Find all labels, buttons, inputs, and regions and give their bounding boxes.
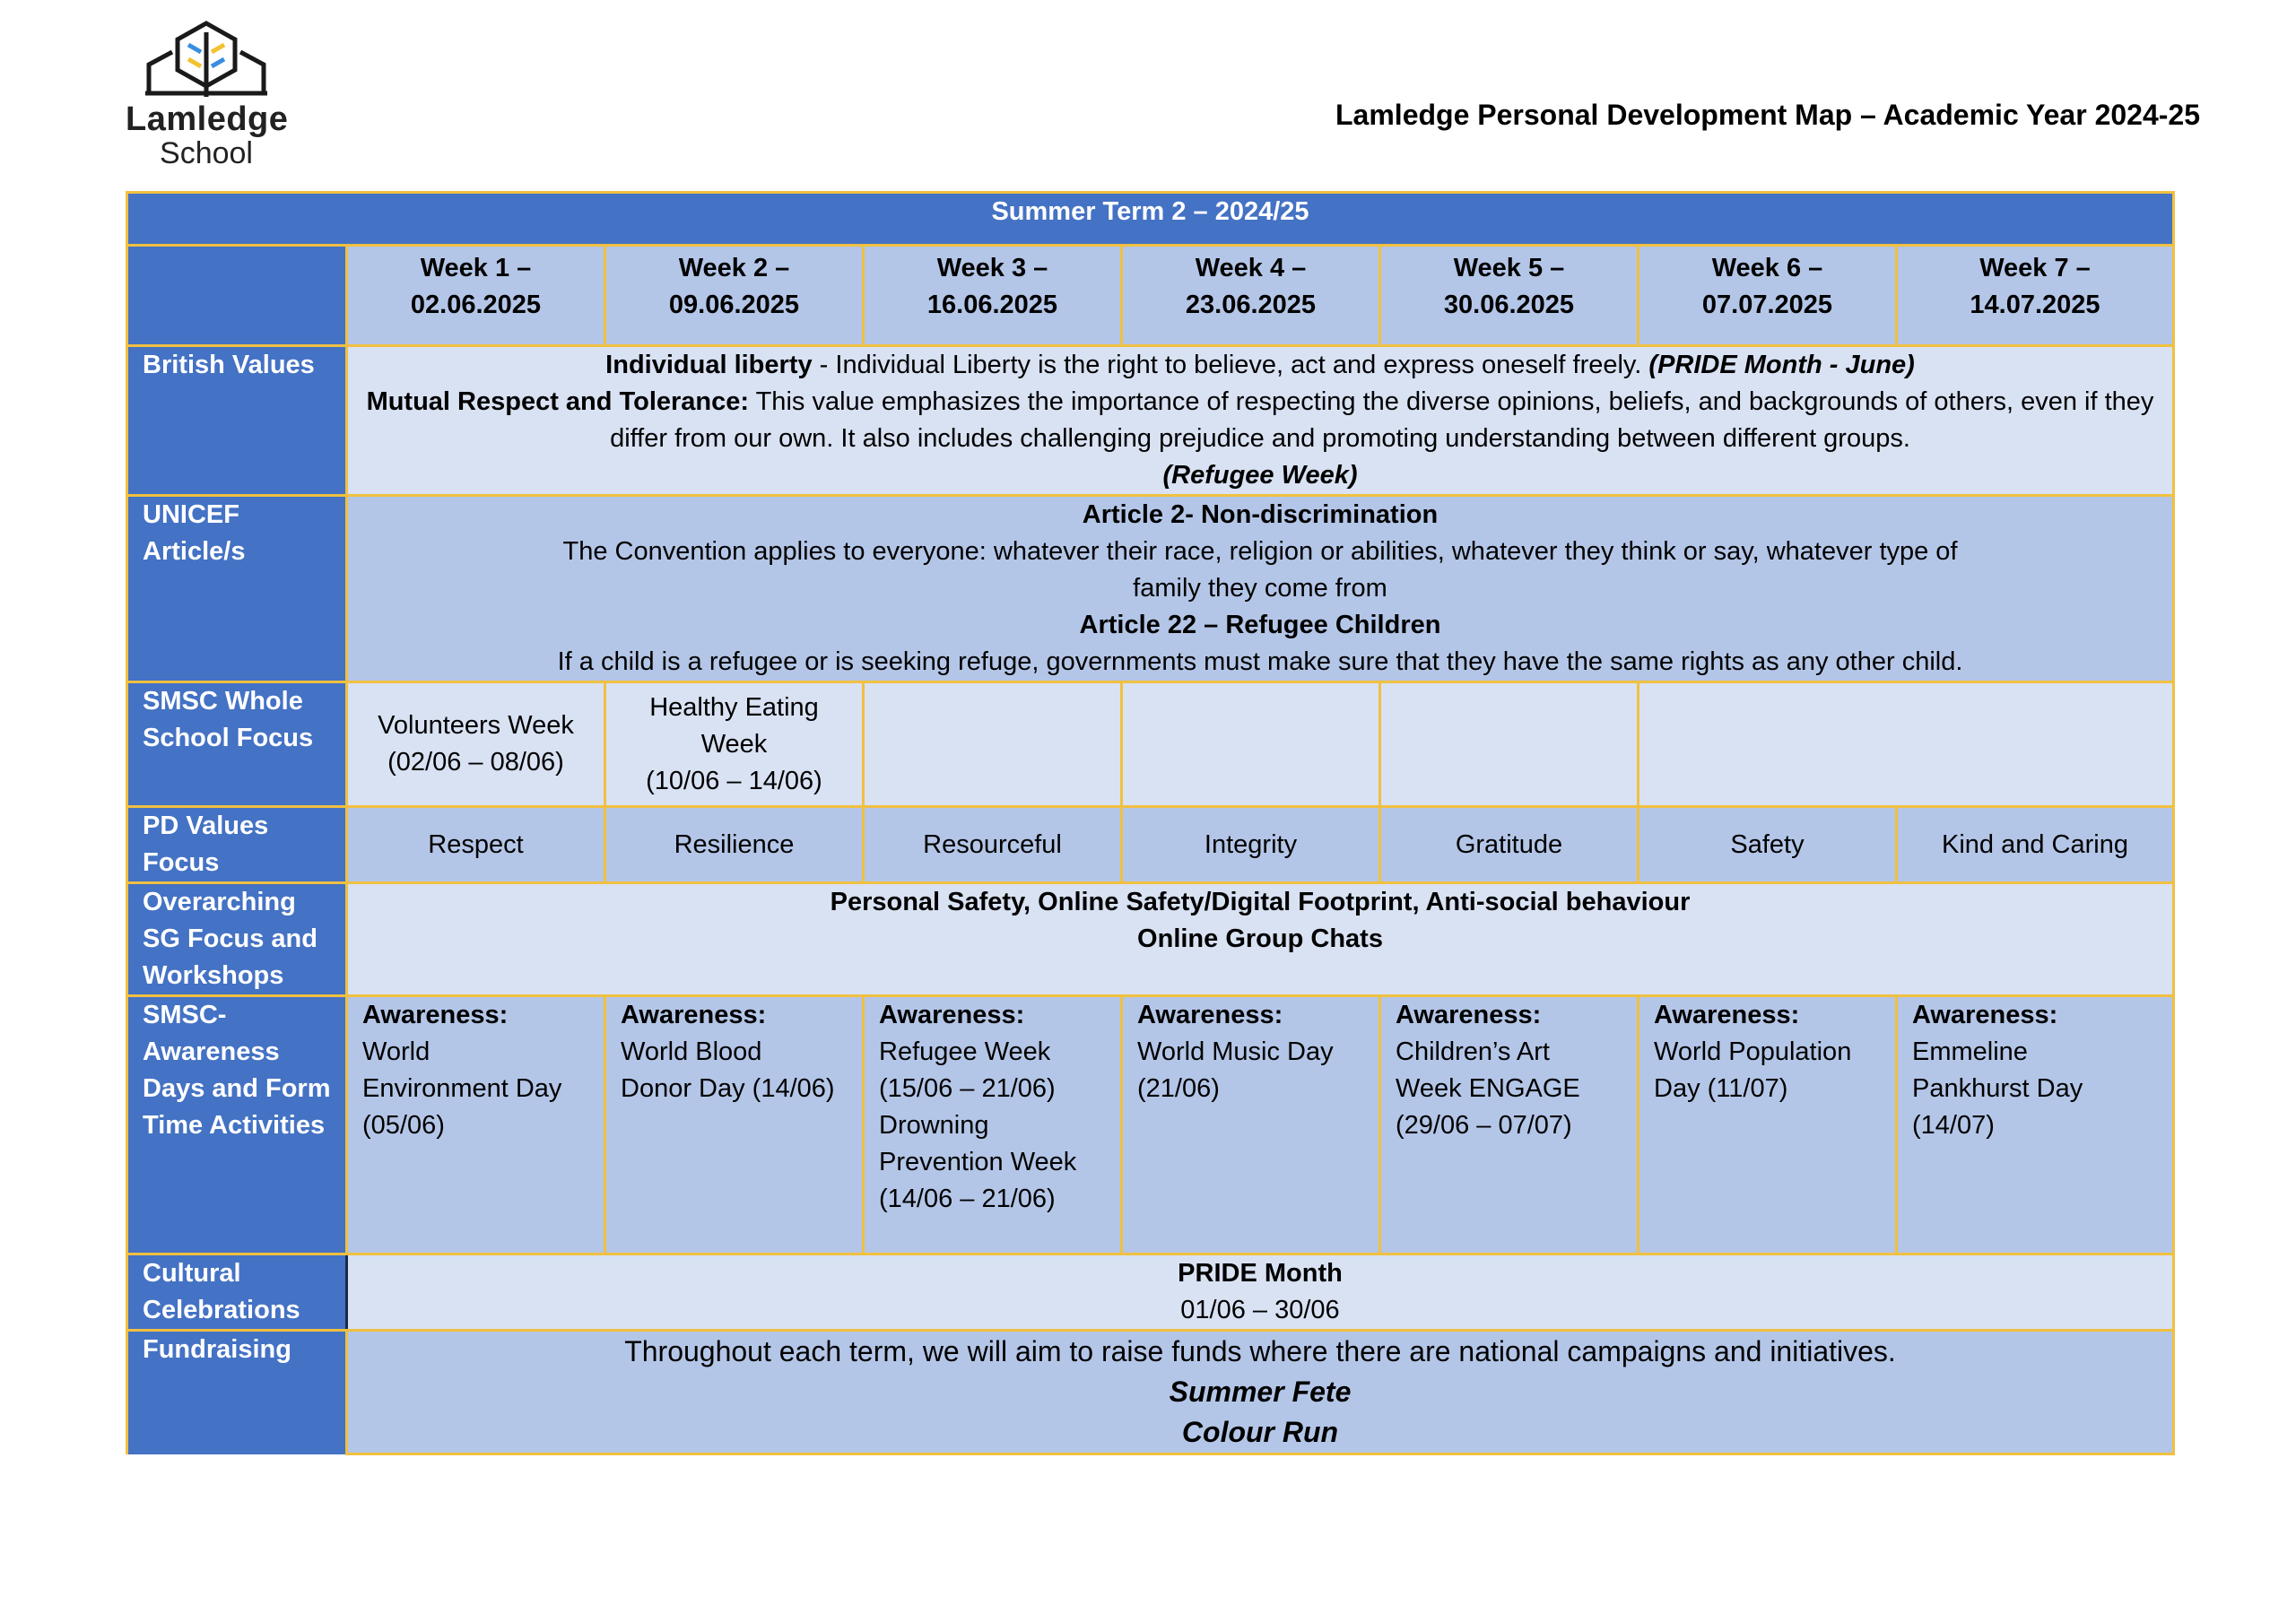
british-values-content [347, 346, 2174, 496]
week-header-corner [127, 246, 347, 346]
overarching-content [347, 883, 2174, 996]
individual-liberty-note: (PRIDE Month - June) [1648, 351, 1915, 379]
awareness-cell [347, 996, 605, 1254]
smsc-focus-cell [347, 682, 605, 807]
smsc-focus-line: Healthy Eating [649, 692, 819, 722]
pd-values-row [127, 807, 2174, 883]
row-label-overarching [127, 883, 347, 996]
smsc-focus-cell [1122, 682, 1380, 807]
week-header [864, 246, 1122, 346]
mutual-respect-note: (Refugee Week) [1162, 461, 1358, 490]
school-logo [126, 20, 287, 172]
week-date: 02.06.2025 [410, 291, 542, 319]
row-label-pd-values [127, 807, 347, 883]
awareness-line: Refugee Week [879, 1037, 1051, 1066]
awareness-heading: Awareness: [621, 1001, 767, 1029]
cultural-content [347, 1254, 2174, 1331]
row-label-smsc-whole-school [127, 682, 347, 807]
week-date: 23.06.2025 [1185, 291, 1317, 319]
week-date: 16.06.2025 [926, 291, 1058, 319]
awareness-line: Children’s Art [1396, 1037, 1550, 1066]
awareness-line: World [362, 1037, 430, 1066]
smsc-whole-school-row [127, 682, 2174, 807]
week-date: 09.06.2025 [668, 291, 800, 319]
awareness-heading: Awareness: [1396, 1001, 1542, 1029]
row-label-cultural [127, 1254, 347, 1331]
awareness-line: Emmeline [1912, 1037, 2028, 1066]
smsc-focus-cell [864, 682, 1122, 807]
awareness-line: (14/07) [1912, 1111, 1995, 1140]
fundraising-row [127, 1331, 2174, 1454]
row-label-line: SMSC- [143, 1001, 227, 1029]
awareness-line: (15/06 – 21/06) [879, 1074, 1056, 1103]
week-header [1639, 246, 1897, 346]
pride-month-dates: 01/06 – 30/06 [1180, 1296, 1340, 1324]
awareness-line: World Music Day [1137, 1037, 1334, 1066]
row-label-line: Celebrations [143, 1296, 300, 1324]
awareness-line: World Population [1654, 1037, 1852, 1066]
week-header [1897, 246, 2174, 346]
awareness-heading: Awareness: [362, 1001, 509, 1029]
row-label-line: Article/s [143, 537, 246, 566]
fundraising-text: Throughout each term, we will aim to raise funds where there are national campaigns and initiatives. [624, 1335, 1896, 1367]
smsc-focus-line: (10/06 – 14/06) [646, 766, 822, 795]
personal-development-map-table [126, 191, 2175, 1455]
smsc-focus-cell [605, 682, 864, 807]
awareness-row [127, 996, 2174, 1254]
awareness-line: Donor Day (14/06) [621, 1074, 835, 1103]
unicef-content [347, 496, 2174, 682]
smsc-focus-line: Week [700, 729, 768, 759]
logo-name-line1: Lamledge [126, 100, 289, 138]
awareness-line: Prevention Week [879, 1148, 1077, 1176]
week-label: Week 5 – [1453, 254, 1565, 282]
awareness-line: Pankhurst Day [1912, 1074, 2083, 1103]
pd-value-cell: Kind and Caring [1897, 807, 2174, 883]
smsc-focus-cell [1639, 682, 2174, 807]
awareness-line: (21/06) [1137, 1074, 1220, 1103]
awareness-line: Day (11/07) [1654, 1074, 1788, 1103]
row-label-line: Cultural [143, 1259, 241, 1288]
week-header [347, 246, 605, 346]
week-label: Week 1 – [420, 254, 532, 282]
row-label-line: SG Focus and [143, 924, 317, 953]
week-header [1380, 246, 1639, 346]
individual-liberty-text: - Individual Liberty is the right to believe, act and express oneself freely. [812, 351, 1649, 379]
article-2-text-cont: family they come from [1133, 574, 1387, 603]
row-label-british-values: British Values [127, 346, 347, 496]
article-2-text: The Convention applies to everyone: whatever their race, religion or abilities, whatever they think or say, whatever type of [562, 537, 1958, 566]
awareness-cell [605, 996, 864, 1254]
row-label-awareness [127, 996, 347, 1254]
awareness-line: (05/06) [362, 1111, 445, 1140]
term-title-row [127, 193, 2174, 246]
row-label-line: Days and Form [143, 1074, 331, 1103]
awareness-cell [1380, 996, 1639, 1254]
row-label-line: PD Values [143, 812, 269, 840]
cultural-celebrations-row [127, 1254, 2174, 1331]
row-label-unicef [127, 496, 347, 682]
awareness-line: Week ENGAGE [1396, 1074, 1580, 1103]
row-label-line: School Focus [143, 724, 314, 752]
pd-value-cell: Resilience [605, 807, 864, 883]
week-header-row [127, 246, 2174, 346]
school-tree-house-icon [145, 20, 267, 99]
article-2-title: Article 2- Non-discrimination [1082, 500, 1439, 529]
week-date: 30.06.2025 [1443, 291, 1575, 319]
week-label: Week 6 – [1711, 254, 1823, 282]
awareness-line: Environment Day [362, 1074, 562, 1103]
row-label-fundraising: Fundraising [127, 1331, 347, 1454]
article-22-title: Article 22 – Refugee Children [1079, 611, 1441, 639]
pd-value-cell: Safety [1639, 807, 1897, 883]
pd-value-cell: Integrity [1122, 807, 1380, 883]
smsc-focus-line: Volunteers Week [378, 711, 574, 740]
row-label-line: Awareness [143, 1037, 280, 1066]
smsc-focus-cell [1380, 682, 1639, 807]
pride-month-title: PRIDE Month [1178, 1259, 1343, 1288]
awareness-line: World Blood [621, 1037, 762, 1066]
overarching-topics-cont: Online Group Chats [1137, 924, 1383, 953]
row-label-line: SMSC Whole [143, 687, 303, 716]
pd-value-cell: Respect [347, 807, 605, 883]
week-date: 14.07.2025 [1970, 291, 2100, 319]
awareness-cell [1639, 996, 1897, 1254]
awareness-heading: Awareness: [1137, 1001, 1283, 1029]
awareness-cell [864, 996, 1122, 1254]
overarching-topics: Personal Safety, Online Safety/Digital Footprint, Anti-social behaviour [830, 888, 1691, 916]
awareness-heading: Awareness: [1912, 1001, 2058, 1029]
week-label: Week 3 – [936, 254, 1048, 282]
british-values-row [127, 346, 2174, 496]
pd-value-cell: Resourceful [864, 807, 1122, 883]
row-label-line: UNICEF [143, 500, 239, 529]
fundraising-event: Summer Fete [1169, 1376, 1352, 1408]
row-label-line: Time Activities [143, 1111, 326, 1140]
fundraising-content [347, 1331, 2174, 1454]
week-date: 07.07.2025 [1701, 291, 1833, 319]
row-label-line: Focus [143, 848, 220, 877]
awareness-line: (14/06 – 21/06) [879, 1185, 1056, 1213]
row-label-line: Overarching [143, 888, 296, 916]
pd-value-cell: Gratitude [1380, 807, 1639, 883]
document-title: Lamledge Personal Development Map – Academic Year 2024-25 [1335, 99, 2200, 131]
overarching-row [127, 883, 2174, 996]
term-title: Summer Term 2 – 2024/25 [127, 193, 2174, 246]
row-label-line: Workshops [143, 961, 284, 990]
awareness-cell [1897, 996, 2174, 1254]
fundraising-event: Colour Run [1181, 1416, 1339, 1448]
smsc-focus-line: (02/06 – 08/06) [387, 748, 564, 777]
week-label: Week 4 – [1195, 254, 1307, 282]
article-22-text: If a child is a refugee or is seeking refuge, governments must make sure that they have the same rights as any other child. [557, 647, 1963, 676]
awareness-heading: Awareness: [879, 1001, 1025, 1029]
unicef-row [127, 496, 2174, 682]
awareness-heading: Awareness: [1654, 1001, 1800, 1029]
awareness-cell [1122, 996, 1380, 1254]
awareness-line: Drowning [879, 1111, 989, 1140]
mutual-respect-title: Mutual Respect and Tolerance: [366, 387, 750, 416]
week-label: Week 2 – [678, 254, 790, 282]
mutual-respect-text: This value emphasizes the importance of respecting the diverse opinions, beliefs, and backgrounds of others, even if they differ from our own. It also includes challenging prejudice and promoting understanding between different groups. [610, 387, 2154, 453]
week-header [605, 246, 864, 346]
individual-liberty-title: Individual liberty [605, 351, 813, 379]
logo-name-line2: School [160, 136, 253, 170]
awareness-line: (29/06 – 07/07) [1396, 1111, 1572, 1140]
week-label: Week 7 – [1979, 254, 2091, 282]
week-header [1122, 246, 1380, 346]
